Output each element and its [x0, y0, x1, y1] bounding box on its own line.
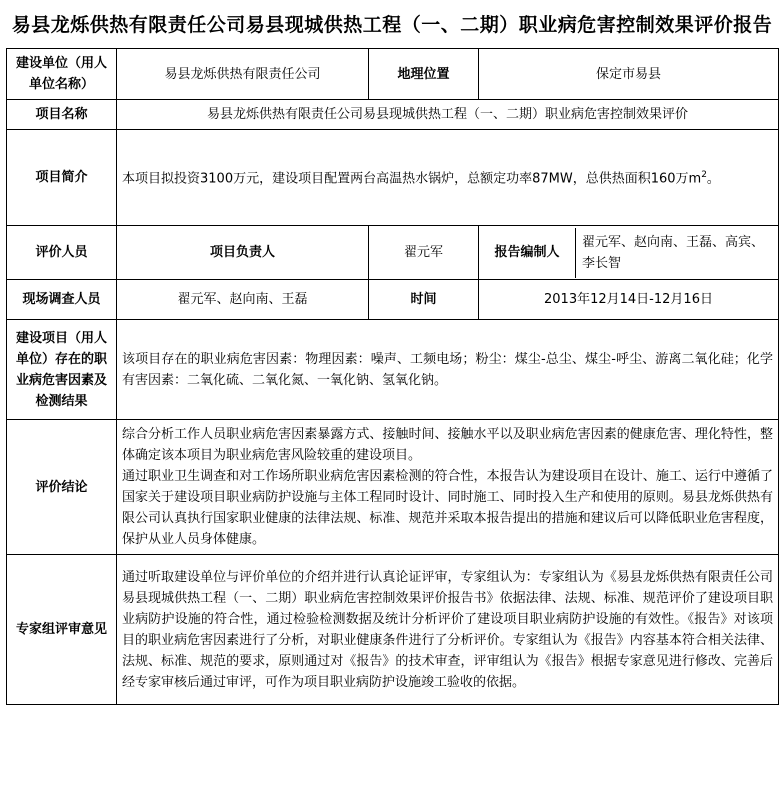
table-row — [7, 100, 779, 130]
survey-staff-value: 翟元军、赵向南、王磊 — [117, 280, 369, 320]
hazard-factors-label: 建设项目（用人单位）存在的职业病危害因素及检测结果 — [7, 320, 117, 420]
table-row — [7, 280, 779, 320]
project-intro-value — [117, 130, 779, 226]
report-compiler-label: 报告编制人 — [479, 228, 576, 278]
project-intro-text-b: 。 — [706, 171, 720, 187]
project-intro-label: 项目简介 — [7, 130, 117, 226]
table-row — [7, 49, 779, 100]
report-compiler-cell — [479, 226, 779, 280]
expert-opinion-value: 通过听取建设单位与评价单位的介绍并进行认真论证评审，专家组认为：专家组认为《易县龙烁供热有限责任公司易县现城供热工程（一、二期）职业病危害控制效果评价报告书》依据法律、法规、标准、规范评价了建设项目职业病防护设施的符合性，通过检验检测数据及统计分析评价了建设项目职业病防护设施的有效性。《报告》对该项目的职业病危害因素进行了分析，对职业健康条件进行了分析评价。专家组认为《报告》内容基本符合相关法律、法规、标准、规范的要求，原则通过对《报告》的技术审查，评审组认为《报告》根据专家意见进行修改、完善后经专家审核后通过审评，可作为项目职业病防护设施竣工验收的依据。 — [117, 555, 779, 705]
conclusion-label: 评价结论 — [7, 420, 117, 555]
survey-time-value: 2013年12月14日-12月16日 — [479, 280, 779, 320]
conclusion-paragraph-1: 综合分析工作人员职业病危害因素暴露方式、接触时间、接触水平以及职业病危害因素的健康危害、理化特性，整体确定该本项目为职业病危害风险较重的建设项目。 — [122, 427, 773, 463]
expert-opinion-label: 专家组评审意见 — [7, 555, 117, 705]
table-row — [7, 320, 779, 420]
survey-staff-label: 现场调查人员 — [7, 280, 117, 320]
project-intro-text-a: 本项目拟投资3100万元，建设项目配置两台高温热水锅炉，总额定功率87MW，总供热面积160万m — [122, 171, 702, 187]
table-row — [7, 130, 779, 226]
evaluators-label: 评价人员 — [7, 226, 117, 280]
table-row — [7, 555, 779, 705]
project-name-label: 项目名称 — [7, 100, 117, 130]
table-row — [7, 226, 779, 280]
project-leader-value: 翟元军 — [369, 226, 479, 280]
survey-time-label: 时间 — [369, 280, 479, 320]
construction-unit-value: 易县龙烁供热有限责任公司 — [117, 49, 369, 100]
hazard-factors-value: 该项目存在的职业病危害因素：物理因素：噪声、工频电场；粉尘：煤尘-总尘、煤尘-呼尘、游离二氧化硅；化学有害因素：二氧化硫、二氧化氮、一氧化钠、氢氧化钠。 — [117, 320, 779, 420]
report-compiler-value: 翟元军、赵向南、王磊、高宾、李长智 — [582, 234, 765, 271]
project-intro-superscript: 2 — [701, 170, 707, 181]
page-title: 易县龙烁供热有限责任公司易县现城供热工程（一、二期）职业病危害控制效果评价报告 — [11, 14, 773, 36]
conclusion-paragraph-2: 通过职业卫生调查和对工作场所职业病危害因素检测的符合性，本报告认为建设项目在设计、施工、运行中遵循了国家关于建设项目职业病防护设施与主体工程同时设计、同时施工、同时投入生产和使用的原则。易县龙烁供热有限公司认真执行国家职业健康的法律法规、标准、规范并采取本报告提出的措施和建议后可以降低职业危害程度，保护从业人员身体健康。 — [122, 469, 773, 547]
project-name-value: 易县龙烁供热有限责任公司易县现城供热工程（一、二期）职业病危害控制效果评价 — [117, 100, 779, 130]
construction-unit-label: 建设单位（用人单位名称） — [7, 49, 117, 100]
location-label: 地理位置 — [369, 49, 479, 100]
project-leader-label: 项目负责人 — [117, 226, 369, 280]
location-value: 保定市易县 — [479, 49, 779, 100]
evaluation-report-table — [6, 48, 779, 705]
conclusion-value — [117, 420, 779, 555]
table-row — [7, 420, 779, 555]
